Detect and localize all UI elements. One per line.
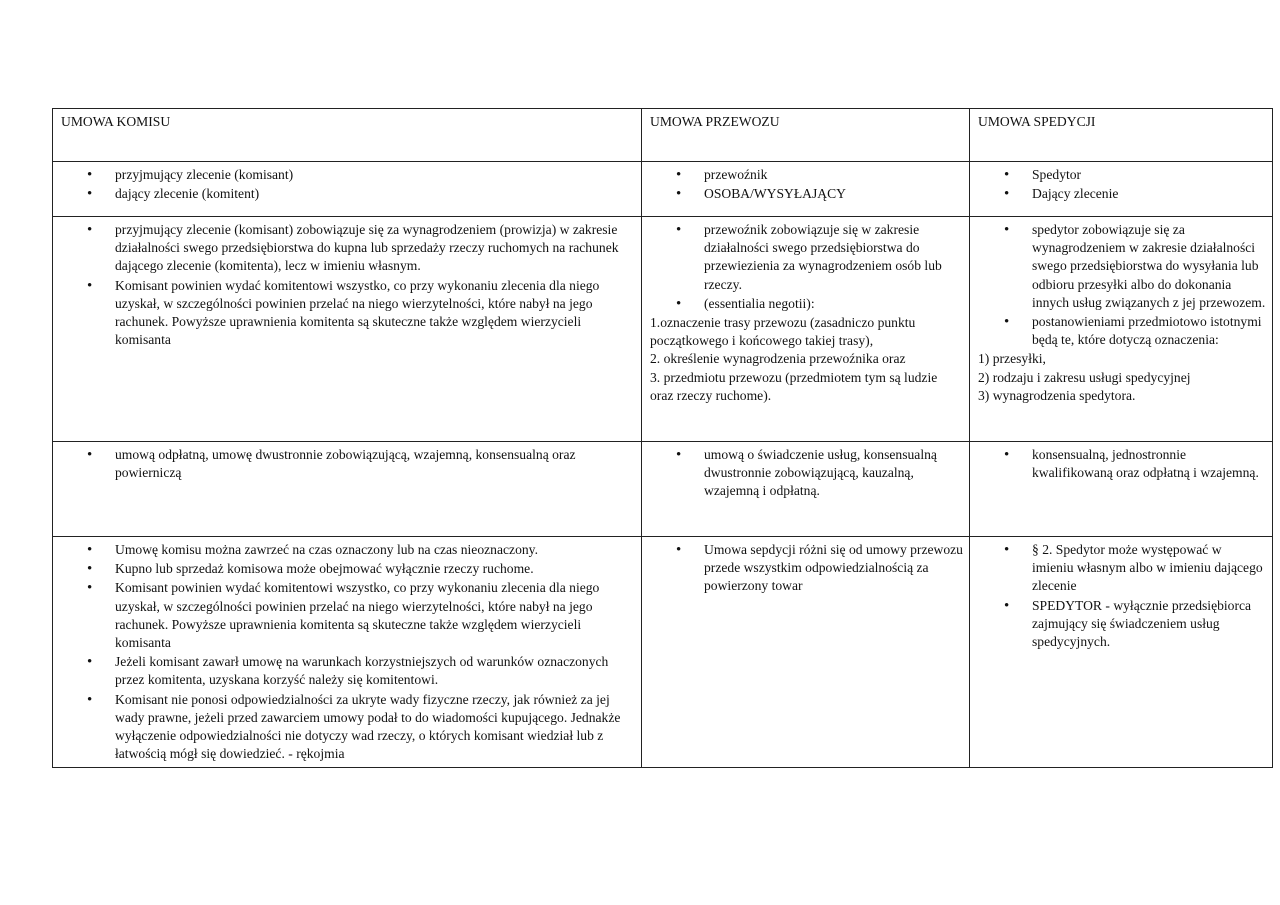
przewoz-point-3: 3. przedmiotu przewozu (przedmiotem tym są ludzie oraz rzeczy ruchome).: [650, 369, 938, 403]
przewoz-point-1: 1.oznaczenie trasy przewozu (zasadniczo punktu początkowego i końcowego takiej trasy),: [650, 315, 916, 349]
parties-spedycja-list: [978, 166, 1266, 203]
misc-przewoz-list: [650, 541, 963, 596]
list-item: • przewoźnik: [650, 166, 963, 184]
list-item: • przyjmujący zlecenie (komisant): [61, 166, 635, 184]
list-item: • Komisant powinien wydać komitentowi wszystko, co przy wykonaniu zlecenia dla niego uzyskał, w szczególności powinien przelać na niego wierzytelności, które nabył na jego rachunek. Powyższe uprawnienia komitenta są skuteczne także względem wierzycieli komisanta: [61, 277, 635, 350]
list-item: • OSOBA/WYSYŁAJĄCY: [650, 185, 963, 203]
list-item: • konsensualną, jednostronnie kwalifikowaną oraz odpłatną i wzajemną.: [978, 446, 1266, 482]
list-item: • § 2. Spedytor może występować w imieniu własnym albo w imieniu dającego zlecenie: [978, 541, 1266, 596]
list-item: • umową o świadczenie usług, konsensualną dwustronnie zobowiązującą, kauzalną, wzajemną i odpłatną.: [650, 446, 963, 501]
misc-komis-list: [61, 541, 635, 763]
nature-przewoz-cell: [642, 442, 970, 537]
list-item: • Kupno lub sprzedaż komisowa może obejmować wyłącznie rzeczy ruchome.: [61, 560, 635, 578]
misc-komis-cell: [53, 537, 642, 768]
header-spedycja: UMOWA SPEDYCJI: [970, 109, 1273, 162]
list-item: • Umowa sepdycji różni się od umowy przewozu przede wszystkim odpowiedzialnością za powierzony towar: [650, 541, 963, 596]
parties-row: [53, 162, 1273, 217]
header-przewoz: UMOWA PRZEWOZU: [642, 109, 970, 162]
misc-spedycja-cell: [970, 537, 1273, 768]
list-item: • Dający zlecenie: [978, 185, 1266, 203]
list-item: • SPEDYTOR - wyłącznie przedsiębiorca zajmujący się świadczeniem usług spedycyjnych.: [978, 597, 1266, 652]
definition-przewoz-cell: [642, 217, 970, 442]
nature-row: [53, 442, 1273, 537]
list-item: • Komisant nie ponosi odpowiedzialności za ukryte wady fizyczne rzeczy, jak również za jej wady prawne, jeżeli przed zawarciem umowy podał to do wiadomości kupującego. Jednakże wyłączenie odpowiedzialności nie dotyczy wad rzeczy, o których komisant wiedział lub z łatwością mógł się dowiedzieć. - rękojmia: [61, 691, 635, 764]
nature-komis-cell: [53, 442, 642, 537]
list-item: • spedytor zobowiązuje się za wynagrodzeniem w zakresie działalności swego przedsiębiorstwa do wysyłania lub odbioru przesyłki albo do dokonania innych usług związanych z jej przewozem.: [978, 221, 1266, 312]
parties-komis-list: [61, 166, 635, 203]
nature-spedycja-cell: [970, 442, 1273, 537]
list-item: • postanowieniami przedmiotowo istotnymi będą te, które dotyczą oznaczenia:: [978, 313, 1266, 349]
misc-przewoz-cell: [642, 537, 970, 768]
nature-przewoz-list: [650, 446, 963, 501]
list-item: • Komisant powinien wydać komitentowi wszystko, co przy wykonaniu zlecenia dla niego uzyskał, w szczególności powinien przelać na niego wierzytelności, które nabył na jego rachunek. Powyższe uprawnienia komitenta są skuteczne także względem wierzycieli komisanta: [61, 579, 635, 652]
definition-komis-cell: [53, 217, 642, 442]
header-row: [53, 109, 1273, 162]
list-item: • dający zlecenie (komitent): [61, 185, 635, 203]
list-item: • (essentialia negotii):: [650, 295, 963, 313]
spedycja-point-2: 2) rodzaju i zakresu usługi spedycyjnej: [978, 369, 1191, 385]
parties-spedycja-cell: [970, 162, 1273, 217]
list-item: • przyjmujący zlecenie (komisant) zobowiązuje się za wynagrodzeniem (prowizja) w zakresie działalności swego przedsiębiorstwa do kupna lub sprzedaży rzeczy ruchomych na rachunek dającego zlecenie (komitenta), lecz w imieniu własnym.: [61, 221, 635, 276]
list-item: • umową odpłatną, umowę dwustronnie zobowiązującą, wzajemną, konsensualną oraz powierniczą: [61, 446, 635, 482]
spedycja-point-1: 1) przesyłki,: [978, 351, 1046, 367]
parties-komis-cell: [53, 162, 642, 217]
definition-row: [53, 217, 1273, 442]
header-komis: UMOWA KOMISU: [53, 109, 642, 162]
list-item: • przewoźnik zobowiązuje się w zakresie działalności swego przedsiębiorstwa do przewiezienia za wynagrodzeniem osób lub rzeczy.: [650, 221, 963, 294]
definition-przewoz-list: [650, 221, 963, 313]
nature-spedycja-list: [978, 446, 1266, 482]
definition-komis-list: [61, 221, 635, 349]
nature-komis-list: [61, 446, 635, 482]
przewoz-point-2: 2. określenie wynagrodzenia przewoźnika oraz: [650, 351, 906, 367]
comparison-table: [52, 108, 1273, 768]
parties-przewoz-list: [650, 166, 963, 203]
misc-spedycja-list: [978, 541, 1266, 651]
list-item: • Spedytor: [978, 166, 1266, 184]
definition-spedycja-list: [978, 221, 1266, 349]
misc-row: [53, 537, 1273, 768]
list-item: • Umowę komisu można zawrzeć na czas oznaczony lub na czas nieoznaczony.: [61, 541, 635, 559]
list-item: • Jeżeli komisant zawarł umowę na warunkach korzystniejszych od warunków oznaczonych przez komitenta, uzyskana korzyść należy się komitentowi.: [61, 653, 635, 689]
parties-przewoz-cell: [642, 162, 970, 217]
definition-spedycja-cell: [970, 217, 1273, 442]
spedycja-point-3: 3) wynagrodzenia spedytora.: [978, 387, 1136, 403]
